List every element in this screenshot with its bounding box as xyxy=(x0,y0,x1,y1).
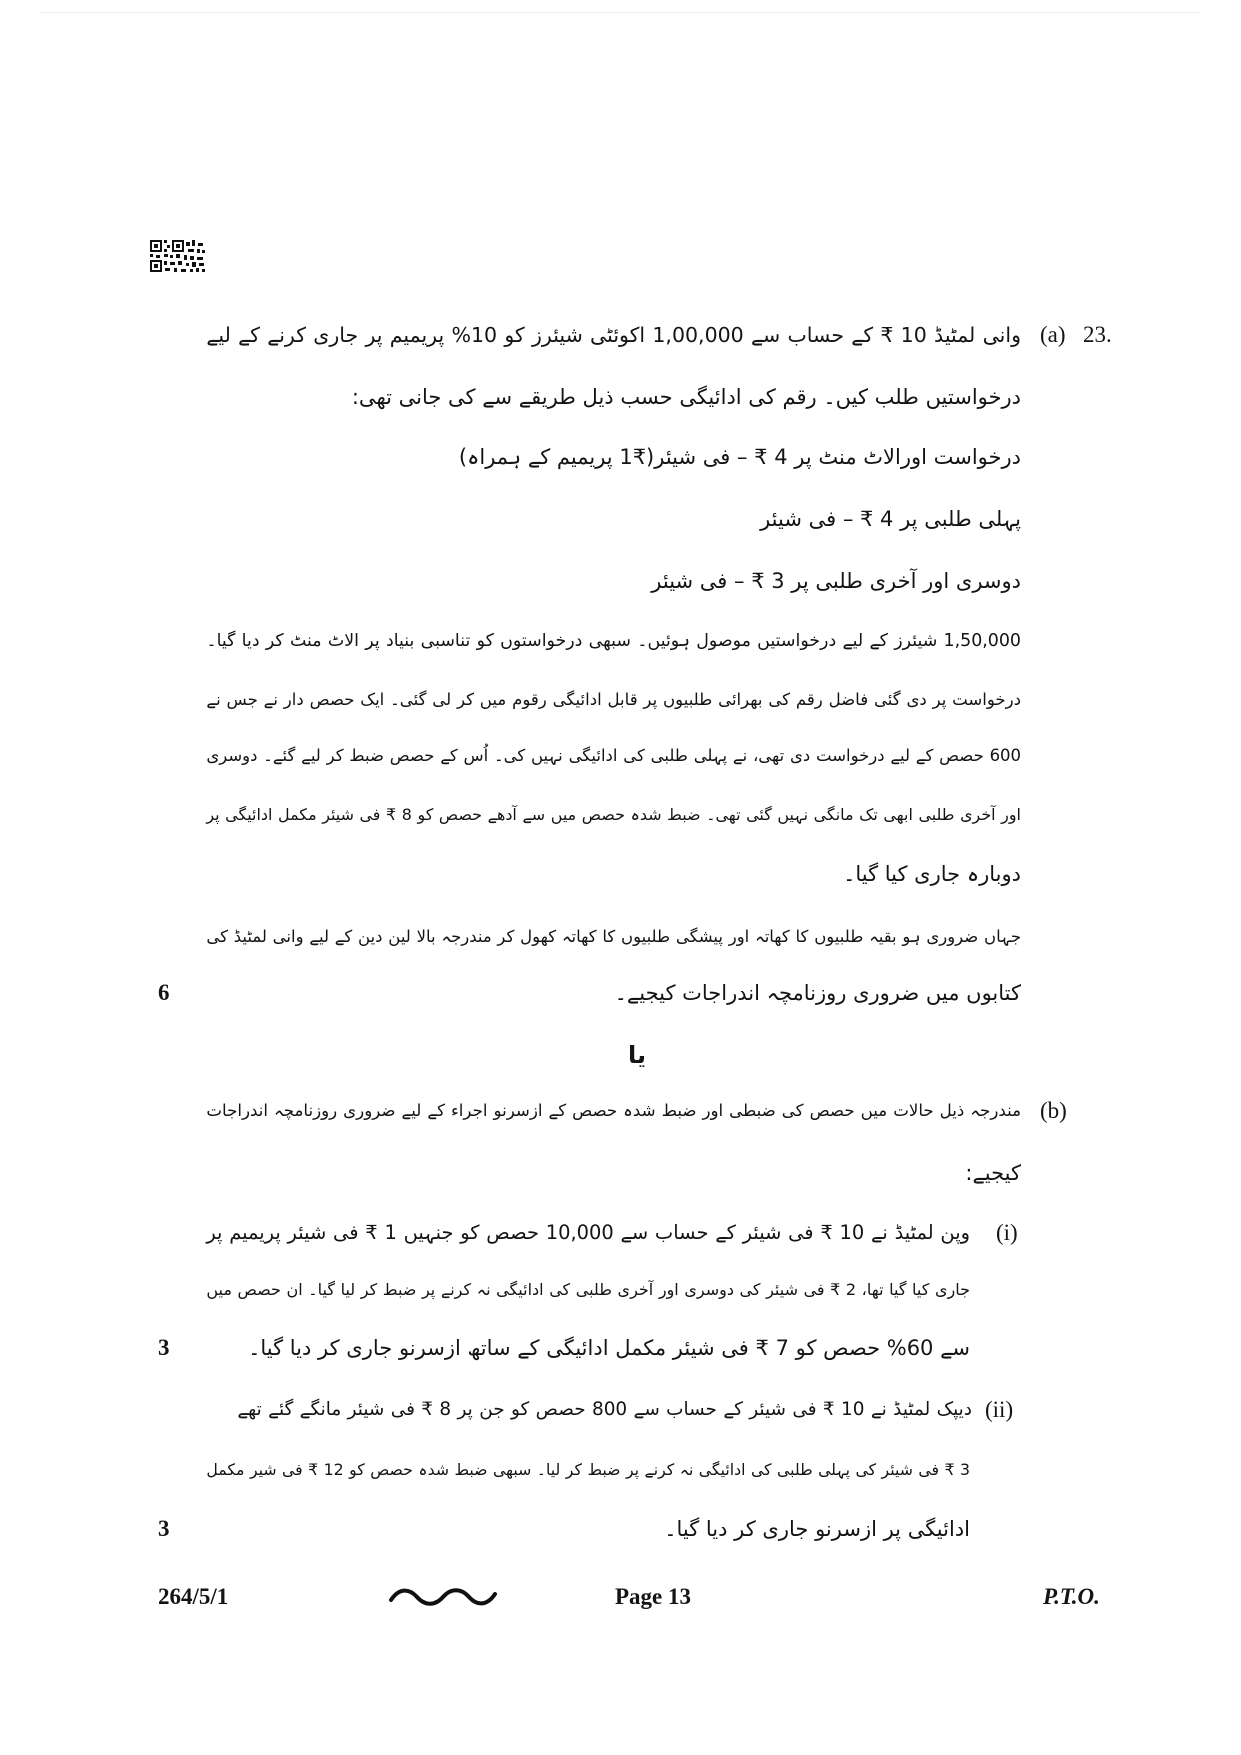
sub-part-i-text: وپن لمٹیڈ نے 10 ₹ فی شیئر کے حساب سے 10,000 حصص کو جنہیں 1 ₹ فی شیئر پریمیم پر xyxy=(206,1221,970,1244)
top-rule xyxy=(40,12,1200,13)
part-a-line xyxy=(206,619,1021,663)
part-a-line-text: 1,50,000 شیئرز کے لیے درخواستیں موصول ہوئیں۔ سبھی درخواستوں کو تناسبی بنیاد پر الاٹ منٹ کر دیا گیا۔ xyxy=(206,631,1021,651)
part-a-line-text: کتابوں میں ضروری روزنامچہ اندراجات کیجیے۔ xyxy=(614,981,1021,1005)
sub-part-i-label: (i) xyxy=(996,1220,1018,1245)
part-b-intro-line xyxy=(206,1089,1021,1133)
part-a-line-text: وانی لمٹیڈ 10 ₹ کے حساب سے 1,00,000 اکوئٹی شیئرز کو 10% پریمیم پر جاری کرنے کے لیے xyxy=(206,323,1021,347)
part-a-line-text: پہلی طلبی پر 4 ₹ – فی شیئر xyxy=(760,507,1021,531)
part-a-line xyxy=(206,793,1021,837)
part-b-intro-line xyxy=(206,1151,1021,1195)
sub-part-i-text: جاری کیا گیا تھا، 2 ₹ فی شیئر کی دوسری اور آخری طلبی کی ادائیگی نہ کرنے پر ضبط کر لیا گیا۔ ان حصص میں xyxy=(206,1280,970,1299)
part-a-line xyxy=(206,313,1021,357)
sub-part-ii-line xyxy=(206,1448,970,1492)
part-a-line xyxy=(206,375,1021,419)
sub-part-i-text: سے 60% حصص کو 7 ₹ فی شیئر مکمل ادائیگی کے ساتھ ازسرنو جاری کر دیا گیا۔ xyxy=(248,1336,970,1360)
sub-part-ii-line xyxy=(206,1507,970,1551)
part-b-intro-text: مندرجہ ذیل حالات میں حصص کی ضبطی اور ضبط شدہ حصص کے ازسرنو اجراء کے لیے ضروری روزنامچہ اندراجات xyxy=(206,1101,1021,1120)
page-number: Page 13 xyxy=(615,1584,692,1609)
part-b-intro-text: کیجیے: xyxy=(965,1161,1021,1185)
part-a-line xyxy=(206,971,1021,1015)
part-b-label: (b) xyxy=(1040,1098,1067,1123)
part-a-line-text: 600 حصص کے لیے درخواست دی تھی، نے پہلی طلبی کی ادائیگی نہیں کی۔ اُس کے حصص ضبط کر لیے گئے۔ دوسری xyxy=(206,746,1021,765)
part-a-line xyxy=(206,852,1021,896)
part-a-line xyxy=(206,497,1021,541)
sub-part-i-line xyxy=(206,1326,970,1370)
sub-part-ii-text: ادائیگی پر ازسرنو جاری کر دیا گیا۔ xyxy=(664,1517,970,1541)
sub-part-ii-label: (ii) xyxy=(985,1397,1014,1422)
part-a-line-text: درخواست پر دی گئی فاضل رقم کی بھرائی طلبیوں پر قابل ادائیگی رقوم میں کر لی گئی۔ ایک حصص دار نے جس نے xyxy=(206,690,1021,709)
or-separator: یا xyxy=(627,1041,647,1069)
part-a-line xyxy=(206,678,1021,722)
part-a-line-text: اور آخری طلبی ابھی تک مانگی نہیں گئی تھی۔ ضبط شدہ حصص میں سے آدھے حصص کو 8 ₹ فی شیئر مکمل ادائیگی پر xyxy=(206,805,1021,824)
part-a-line-text: درخواستیں طلب کیں۔ رقم کی ادائیگی حسب ذیل طریقے سے کی جانی تھی: xyxy=(351,385,1021,409)
part-a-line xyxy=(206,915,1021,959)
sub-part-i-marks: 3 xyxy=(158,1335,170,1360)
qr-code-icon xyxy=(150,240,206,272)
part-a-line-text: درخواست اورالاٹ منٹ پر 4 ₹ – فی شیئر(₹1 پریمیم کے ہمراہ) xyxy=(458,445,1021,469)
question-number: 23. xyxy=(1083,322,1112,347)
sub-part-ii-line xyxy=(237,1388,972,1432)
part-a-line-text: دوسری اور آخری طلبی پر 3 ₹ – فی شیئر xyxy=(651,569,1021,593)
please-turn-over: P.T.O. xyxy=(1043,1584,1100,1609)
sub-part-ii-text: 3 ₹ فی شیئر کی پہلی طلبی کی ادائیگی نہ کرنے پر ضبط کر لیا۔ سبھی ضبط شدہ حصص کو 12 ₹ فی شیر مکمل xyxy=(206,1460,970,1479)
sub-part-i-line xyxy=(206,1211,970,1255)
sub-part-i-line xyxy=(206,1268,970,1312)
part-a-line xyxy=(206,435,1021,479)
part-a-marks: 6 xyxy=(158,980,170,1005)
part-a-label: (a) xyxy=(1040,322,1066,347)
part-a-line-text: دوبارہ جاری کیا گیا۔ xyxy=(843,862,1021,886)
part-a-line xyxy=(206,559,1021,603)
part-a-line-text: جہاں ضروری ہو بقیہ طلبیوں کا کھاتہ اور پیشگی طلبیوں کا کھاتہ کھول کر مندرجہ بالا لین دین کے لیے وانی لمٹیڈ کی xyxy=(206,927,1021,946)
sub-part-ii-text: دیپک لمٹیڈ نے 10 ₹ فی شیئر کے حساب سے 800 حصص کو جن پر 8 ₹ فی شیئر مانگے گئے تھے xyxy=(237,1399,972,1420)
paper-code: 264/5/1 xyxy=(158,1584,229,1609)
wave-decoration-icon xyxy=(389,1586,497,1608)
sub-part-ii-marks: 3 xyxy=(158,1516,170,1541)
part-a-line xyxy=(206,734,1021,778)
